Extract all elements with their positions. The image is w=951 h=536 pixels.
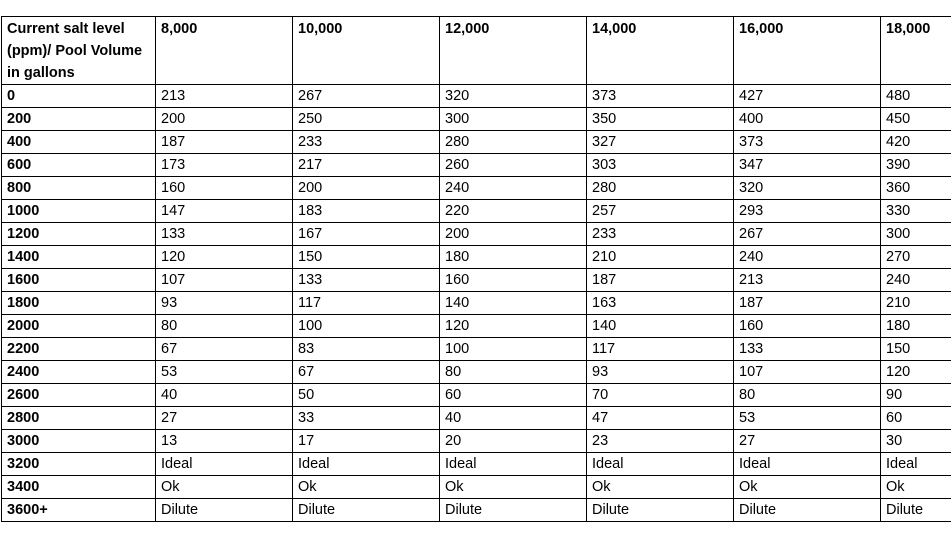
table-cell-salt-amount: 180: [440, 246, 587, 269]
table-cell-salt-amount: 267: [734, 223, 881, 246]
header-label-volume-14000: 14,000: [592, 21, 637, 37]
table-cell-salt-amount: 300: [440, 108, 587, 131]
table-cell-salt-amount: 167: [293, 223, 440, 246]
row-label-salt-level: 2600: [2, 384, 156, 407]
table-cell-salt-amount: 390: [881, 154, 951, 177]
table-cell-salt-amount: 210: [587, 246, 734, 269]
row-label-salt-level: 2800: [2, 407, 156, 430]
header-label-volume-8000: 8,000: [161, 21, 198, 37]
row-label-salt-level: 2200: [2, 338, 156, 361]
table-cell-salt-amount: 120: [881, 361, 951, 384]
row-label-salt-level: 1600: [2, 269, 156, 292]
table-cell-salt-amount: Ok: [156, 476, 293, 499]
table-cell-salt-amount: Dilute: [293, 499, 440, 522]
table-cell-salt-amount: 60: [440, 384, 587, 407]
table-cell-salt-amount: 217: [293, 154, 440, 177]
table-cell-salt-amount: Ok: [440, 476, 587, 499]
table-cell-salt-amount: 80: [734, 384, 881, 407]
table-cell-salt-amount: 60: [881, 407, 951, 430]
table-row: [2, 269, 951, 292]
table-cell-salt-amount: Ideal: [734, 453, 881, 476]
table-header-row: [2, 17, 951, 85]
table-row: [2, 384, 951, 407]
table-cell-salt-amount: 187: [587, 269, 734, 292]
table-cell-salt-amount: 360: [881, 177, 951, 200]
table-cell-salt-amount: 27: [156, 407, 293, 430]
table-cell-salt-amount: 53: [156, 361, 293, 384]
table-cell-salt-amount: 47: [587, 407, 734, 430]
table-cell-salt-amount: 150: [293, 246, 440, 269]
table-row: [2, 453, 951, 476]
row-label-salt-level: 3400: [2, 476, 156, 499]
table-cell-salt-amount: 280: [440, 131, 587, 154]
table-row: [2, 430, 951, 453]
table-cell-salt-amount: 67: [156, 338, 293, 361]
table-cell-salt-amount: 120: [156, 246, 293, 269]
row-label-salt-level: 3200: [2, 453, 156, 476]
header-label-volume-12000: 12,000: [445, 21, 490, 37]
table-cell-salt-amount: 80: [440, 361, 587, 384]
table-cell-salt-amount: Ok: [587, 476, 734, 499]
table-cell-salt-amount: 180: [881, 315, 951, 338]
table-cell-salt-amount: 420: [881, 131, 951, 154]
table-cell-salt-amount: 147: [156, 200, 293, 223]
table-cell-salt-amount: 187: [156, 131, 293, 154]
table-cell-salt-amount: 373: [587, 85, 734, 108]
table-cell-salt-amount: 27: [734, 430, 881, 453]
table-cell-salt-amount: 250: [293, 108, 440, 131]
table-row: [2, 361, 951, 384]
header-cell-volume-18000: [881, 17, 951, 85]
table-cell-salt-amount: 117: [293, 292, 440, 315]
table-row: [2, 499, 951, 522]
table-cell-salt-amount: 17: [293, 430, 440, 453]
table-row: [2, 200, 951, 223]
table-cell-salt-amount: Ideal: [587, 453, 734, 476]
table-cell-salt-amount: Dilute: [734, 499, 881, 522]
table-cell-salt-amount: Ideal: [440, 453, 587, 476]
row-label-salt-level: 200: [2, 108, 156, 131]
table-cell-salt-amount: 200: [156, 108, 293, 131]
table-row: [2, 338, 951, 361]
table-cell-salt-amount: Dilute: [440, 499, 587, 522]
table-cell-salt-amount: 160: [734, 315, 881, 338]
table-cell-salt-amount: 450: [881, 108, 951, 131]
table-cell-salt-amount: 320: [440, 85, 587, 108]
header-cell-volume-12000: [440, 17, 587, 85]
table-cell-salt-amount: 327: [587, 131, 734, 154]
table-row: [2, 108, 951, 131]
header-cell-salt-level: [2, 17, 156, 85]
table-cell-salt-amount: Ok: [734, 476, 881, 499]
row-label-salt-level: 3000: [2, 430, 156, 453]
row-label-salt-level: 2400: [2, 361, 156, 384]
table-cell-salt-amount: 160: [156, 177, 293, 200]
table-cell-salt-amount: 187: [734, 292, 881, 315]
table-cell-salt-amount: 160: [440, 269, 587, 292]
table-cell-salt-amount: Dilute: [881, 499, 951, 522]
table-cell-salt-amount: 30: [881, 430, 951, 453]
table-cell-salt-amount: 50: [293, 384, 440, 407]
table-cell-salt-amount: 200: [293, 177, 440, 200]
table-cell-salt-amount: 133: [734, 338, 881, 361]
table-cell-salt-amount: 330: [881, 200, 951, 223]
table-cell-salt-amount: 40: [156, 384, 293, 407]
table-cell-salt-amount: 70: [587, 384, 734, 407]
row-label-salt-level: 2000: [2, 315, 156, 338]
table-row: [2, 407, 951, 430]
row-label-salt-level: 1400: [2, 246, 156, 269]
table-cell-salt-amount: 83: [293, 338, 440, 361]
table-body: [2, 17, 951, 522]
table-cell-salt-amount: Ok: [881, 476, 951, 499]
table-row: [2, 154, 951, 177]
row-label-salt-level: 1200: [2, 223, 156, 246]
table-cell-salt-amount: 213: [734, 269, 881, 292]
header-cell-volume-16000: [734, 17, 881, 85]
table-cell-salt-amount: 240: [881, 269, 951, 292]
table-cell-salt-amount: 233: [293, 131, 440, 154]
table-cell-salt-amount: Dilute: [587, 499, 734, 522]
table-cell-salt-amount: 233: [587, 223, 734, 246]
table-cell-salt-amount: 240: [440, 177, 587, 200]
table-cell-salt-amount: 427: [734, 85, 881, 108]
row-label-salt-level: 800: [2, 177, 156, 200]
table-cell-salt-amount: 400: [734, 108, 881, 131]
header-label-salt-level: Current salt level (ppm)/ Pool Volume in gallons: [7, 21, 143, 81]
row-label-salt-level: 600: [2, 154, 156, 177]
table-row: [2, 223, 951, 246]
table-cell-salt-amount: Dilute: [156, 499, 293, 522]
table-cell-salt-amount: 280: [587, 177, 734, 200]
header-label-volume-18000: 18,000: [886, 21, 931, 37]
table-cell-salt-amount: 120: [440, 315, 587, 338]
table-cell-salt-amount: 183: [293, 200, 440, 223]
row-label-salt-level: 3600+: [2, 499, 156, 522]
table-cell-salt-amount: 293: [734, 200, 881, 223]
table-cell-salt-amount: 267: [293, 85, 440, 108]
table-cell-salt-amount: 213: [156, 85, 293, 108]
table-cell-salt-amount: 100: [440, 338, 587, 361]
table-cell-salt-amount: 23: [587, 430, 734, 453]
table-cell-salt-amount: 240: [734, 246, 881, 269]
table-cell-salt-amount: 173: [156, 154, 293, 177]
table-cell-salt-amount: 133: [156, 223, 293, 246]
table-cell-salt-amount: 347: [734, 154, 881, 177]
table-row: [2, 177, 951, 200]
table-cell-salt-amount: 300: [881, 223, 951, 246]
table-cell-salt-amount: 20: [440, 430, 587, 453]
table-cell-salt-amount: 210: [881, 292, 951, 315]
table-cell-salt-amount: 150: [881, 338, 951, 361]
table-cell-salt-amount: 13: [156, 430, 293, 453]
table-cell-salt-amount: 100: [293, 315, 440, 338]
table-cell-salt-amount: 200: [440, 223, 587, 246]
header-cell-volume-8000: [156, 17, 293, 85]
header-cell-volume-10000: [293, 17, 440, 85]
table-cell-salt-amount: 350: [587, 108, 734, 131]
table-cell-salt-amount: Ok: [293, 476, 440, 499]
table-row: [2, 85, 951, 108]
table-cell-salt-amount: 140: [440, 292, 587, 315]
table-row: [2, 246, 951, 269]
table-cell-salt-amount: 163: [587, 292, 734, 315]
header-label-volume-10000: 10,000: [298, 21, 343, 37]
table-cell-salt-amount: 140: [587, 315, 734, 338]
table-cell-salt-amount: 220: [440, 200, 587, 223]
table-cell-salt-amount: 67: [293, 361, 440, 384]
header-label-volume-16000: 16,000: [739, 21, 784, 37]
table-cell-salt-amount: 257: [587, 200, 734, 223]
table-cell-salt-amount: 40: [440, 407, 587, 430]
table-cell-salt-amount: Ideal: [881, 453, 951, 476]
row-label-salt-level: 1000: [2, 200, 156, 223]
table-cell-salt-amount: 373: [734, 131, 881, 154]
table-cell-salt-amount: 320: [734, 177, 881, 200]
table-cell-salt-amount: 480: [881, 85, 951, 108]
table-cell-salt-amount: 93: [156, 292, 293, 315]
header-cell-volume-14000: [587, 17, 734, 85]
table-cell-salt-amount: 90: [881, 384, 951, 407]
table-cell-salt-amount: 80: [156, 315, 293, 338]
salt-level-table: [1, 16, 951, 522]
row-label-salt-level: 1800: [2, 292, 156, 315]
row-label-salt-level: 400: [2, 131, 156, 154]
table-cell-salt-amount: 270: [881, 246, 951, 269]
table-row: [2, 315, 951, 338]
table-cell-salt-amount: 93: [587, 361, 734, 384]
table-row: [2, 131, 951, 154]
table-row: [2, 476, 951, 499]
table-cell-salt-amount: 53: [734, 407, 881, 430]
table-cell-salt-amount: 107: [734, 361, 881, 384]
table-cell-salt-amount: Ideal: [293, 453, 440, 476]
table-cell-salt-amount: 117: [587, 338, 734, 361]
row-label-salt-level: 0: [2, 85, 156, 108]
table-cell-salt-amount: 33: [293, 407, 440, 430]
table-cell-salt-amount: 133: [293, 269, 440, 292]
table-cell-salt-amount: 260: [440, 154, 587, 177]
table-cell-salt-amount: 107: [156, 269, 293, 292]
table-cell-salt-amount: 303: [587, 154, 734, 177]
table-cell-salt-amount: Ideal: [156, 453, 293, 476]
table-row: [2, 292, 951, 315]
